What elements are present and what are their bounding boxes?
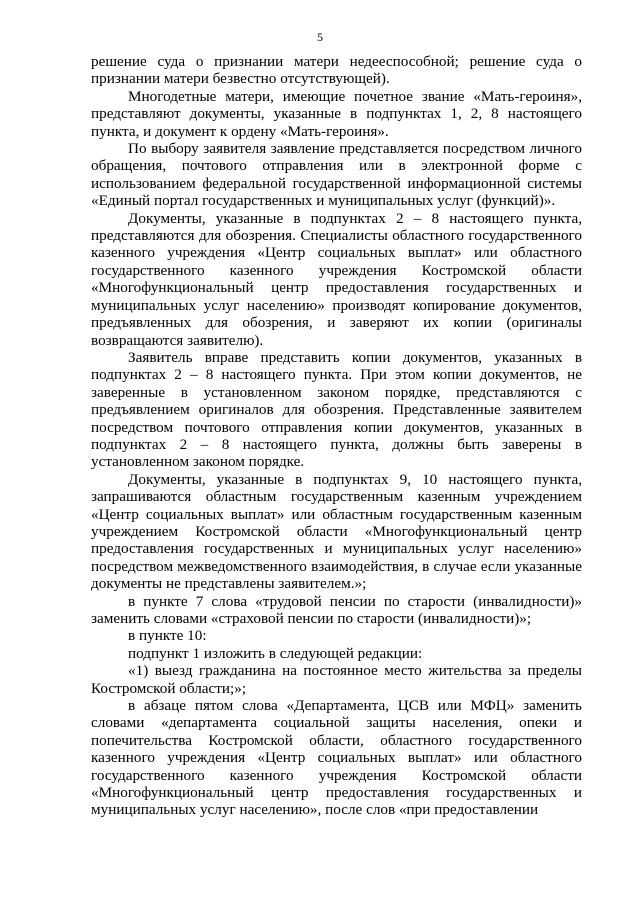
paragraph-11: в абзаце пятом слова «Департамента, ЦСВ или МФЦ» заменить словами «департамента социальной защиты населения, опеки и попечительства Костромской области, областного государственного казенного учреждения «Центр социальных выплат» или областного государственного казенного учреждения Костромской области «Многофункциональный центр предоставления государственных и муниципальных услуг населению», после слов «при предоставлении — [91, 697, 582, 819]
paragraph-10: «1) выезд гражданина на постоянное место жительства за пределы Костромской области;»; — [91, 662, 582, 697]
paragraph-7: в пункте 7 слова «трудовой пенсии по старости (инвалидности)» заменить словами «страховой пенсии по старости (инвалидности)»; — [91, 592, 582, 627]
paragraph-4: Документы, указанные в подпунктах 2 – 8 настоящего пункта, представляются для обозрения. Специалисты областного государственного казенного учреждения «Центр социальных выплат» или областного государственного казенного учреждения Костромской области «Многофункциональный центр предоставления государственных и муниципальных услуг населению» производят копирование документов, предъявленных для обозрения, и заверяют их копии (оригиналы возвращаются заявителю). — [91, 209, 582, 349]
document-body — [91, 53, 582, 819]
paragraph-3: По выбору заявителя заявление представляется посредством личного обращения, почтового отправления или в электронной форме с использованием федеральной государственной информационной системы «Единый портал государственных и муниципальных услуг (функций)». — [91, 140, 582, 210]
paragraph-5: Заявитель вправе представить копии документов, указанных в подпунктах 2 – 8 настоящего пункта. При этом копии документов, не заверенные в установленном законом порядке, представляются с предъявлением оригиналов для обозрения. Представленные заявителем посредством почтового отправления копии документов, указанных в подпунктах 2 – 8 настоящего пункта, должны быть заверены в установленном законом порядке. — [91, 348, 582, 471]
paragraph-2: Многодетные матери, имеющие почетное звание «Мать-героиня», представляют документы, указанные в подпунктах 1, 2, 8 настоящего пункта, и документ к ордену «Мать-героиня». — [91, 87, 582, 140]
paragraph-6: Документы, указанные в подпунктах 9, 10 настоящего пункта, запрашиваются областным государственным казенным учреждением «Центр социальных выплат» или областным государственным казенным учреждением Костромской области «Многофункциональный центр предоставления государственных и муниципальных услуг населению» посредством межведомственного взаимодействия, в случае если указанные документы не представлены заявителем.»; — [91, 470, 582, 593]
page-number: 5 — [317, 30, 323, 44]
paragraph-9: подпункт 1 изложить в следующей редакции: — [128, 644, 423, 662]
paragraph-8: в пункте 10: — [128, 627, 207, 645]
paragraph-1: решение суда о признании матери недееспособной; решение суда о признании матери безвестно отсутствующей). — [91, 53, 582, 88]
